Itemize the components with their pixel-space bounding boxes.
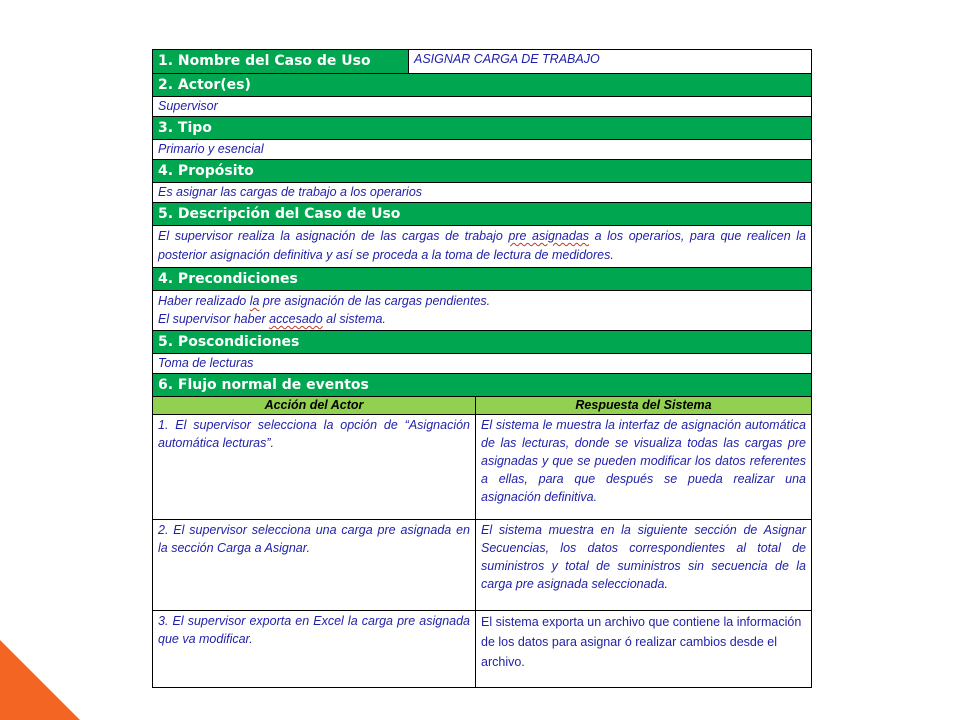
precondition-line-2: El supervisor haber accesado al sistema.	[158, 312, 386, 326]
precondition-line-1: Haber realizado la pre asignación de las cargas pendientes.	[158, 294, 491, 308]
purpose-value: Es asignar las cargas de trabajo a los operarios	[153, 182, 811, 202]
description-value	[153, 225, 811, 267]
use-case-table	[152, 49, 812, 688]
actor-action-cell: 3. El supervisor exporta en Excel la carga pre asignada que va modificar.	[153, 611, 476, 687]
postconditions-value: Toma de lecturas	[153, 353, 811, 373]
purpose-header: 4. Propósito	[153, 159, 811, 182]
postconditions-header: 5. Poscondiciones	[153, 330, 811, 353]
system-response-cell: El sistema exporta un archivo que contiene la información de los datos para asignar ó realizar cambios desde el archivo.	[481, 615, 802, 669]
type-value: Primario y esencial	[153, 139, 811, 159]
actor-action-cell: 2. El supervisor selecciona una carga pre asignada en la sección Carga a Asignar.	[153, 520, 476, 610]
description-text-end: a los operarios, para que realicen la posterior asignación definitiva y así se proceda a la toma de lectura de medidores.	[158, 229, 806, 262]
table-row	[153, 519, 811, 610]
column-header-system: Respuesta del Sistema	[575, 398, 712, 412]
system-response-cell: El sistema le muestra la interfaz de asignación automática de las lecturas, donde se visualiza todas las cargas pre asignadas y que se pueden modificar los datos referentes a ellas, para que después se pueda realizar una asignación definitiva.	[481, 418, 806, 504]
description-text-marked: pre asignadas	[508, 229, 590, 243]
table-row	[153, 610, 811, 688]
corner-decoration	[0, 640, 80, 720]
actor-value: Supervisor	[153, 96, 811, 116]
case-name-row	[153, 49, 811, 73]
system-response-cell: El sistema muestra en la siguiente sección de Asignar Secuencias, los datos correspondientes al total de suministros y total de suministros sin secuencia de la carga pre asignada seleccionada.	[481, 523, 806, 591]
column-header-actor: Acción del Actor	[153, 397, 476, 414]
case-name-value: ASIGNAR CARGA DE TRABAJO	[409, 50, 811, 73]
actor-header: 2. Actor(es)	[153, 73, 811, 96]
case-name-label: 1. Nombre del Caso de Uso	[153, 50, 409, 73]
actor-action-cell: 1. El supervisor selecciona la opción de “Asignación automática lecturas”.	[153, 415, 476, 519]
type-header: 3. Tipo	[153, 116, 811, 139]
flow-column-headers	[153, 396, 811, 414]
description-header: 5. Descripción del Caso de Uso	[153, 202, 811, 225]
flow-header: 6. Flujo normal de eventos	[153, 373, 811, 396]
preconditions-header: 4. Precondiciones	[153, 267, 811, 290]
preconditions-value	[153, 290, 811, 330]
table-row	[153, 414, 811, 519]
description-text-start: El supervisor realiza la asignación de las cargas de trabajo	[158, 229, 509, 243]
